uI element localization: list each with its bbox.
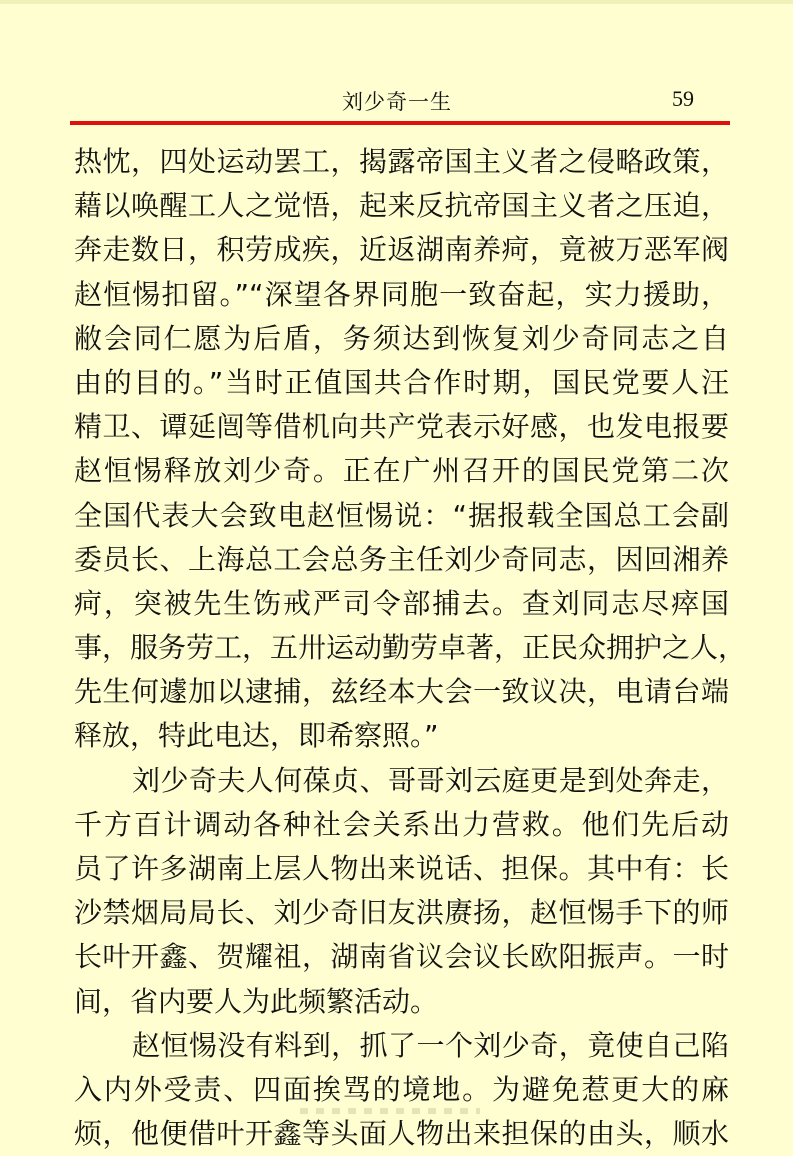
text-line: 全国代表大会致电赵恒惕说：“据报载全国总工会副 — [74, 498, 729, 532]
text-line: 赵恒惕扣留。”“深望各界同胞一致奋起，实力援助， — [74, 277, 729, 311]
text-line: 热忱，四处运动罢工，揭露帝国主义者之侵略政策， — [74, 145, 729, 178]
text-line: 入内外受责、四面挨骂的境地。为避免惹更大的麻 — [74, 1072, 729, 1106]
text-line: 委员长、上海总工会总务主任刘少奇同志，因回湘养 — [74, 542, 729, 576]
text-line: 敝会同仁愿为后盾，务须达到恢复刘少奇同志之自 — [74, 321, 729, 355]
text-line-paragraph-end: 释放，特此电达，即希察照。” — [74, 719, 439, 753]
text-line: 事，服务劳工，五卅运动勤劳卓著，正民众拥护之人， — [74, 631, 747, 665]
text-line: 赵恒惕释放刘少奇。正在广州召开的国民党第二次 — [74, 454, 729, 488]
text-line: 员了许多湖南上层人物出来说话、担保。其中有：长 — [74, 852, 729, 885]
text-line: 千方百计调动各种社会关系出力营救。他们先后动 — [74, 807, 729, 841]
footer-smudge — [300, 1108, 480, 1114]
page-top-edge — [0, 0, 793, 4]
text-line: 烦，他便借叶开鑫等头面人物出来担保的由头，顺水 — [74, 1117, 729, 1151]
text-line: 疴，突被先生饬戒严司令部捕去。查刘同志尽瘁国 — [74, 586, 729, 620]
body-text — [74, 140, 747, 1156]
running-title: 刘少奇一生 — [342, 90, 452, 114]
page-number: 59 — [672, 86, 694, 111]
header-rule — [70, 121, 730, 125]
text-line: 沙禁烟局局长、刘少奇旧友洪赓扬，赵恒惕手下的师 — [74, 896, 729, 930]
text-line: 藉以唤醒工人之觉悟，起来反抗帝国主义者之压迫， — [74, 189, 729, 223]
text-line-paragraph-end: 间，省内要人为此频繁活动。 — [74, 984, 439, 1018]
text-line: 奔走数日，积劳成疾，近返湖南养疴，竟被万恶军阀 — [74, 233, 729, 267]
text-line: 先生何遽加以逮捕，兹经本大会一致议决，电请台端 — [74, 675, 729, 709]
text-line: 长叶开鑫、贺耀祖，湖南省议会议长欧阳振声。一时 — [74, 940, 729, 974]
text-line: 精卫、谭延闿等借机向共产党表示好感，也发电报要 — [74, 410, 729, 444]
text-line-paragraph-start: 刘少奇夫人何葆贞、哥哥刘云庭更是到处奔走， — [132, 763, 729, 797]
text-line: 由的目的。”当时正值国共合作时期，国民党要人汪 — [74, 365, 729, 399]
page-header — [70, 86, 730, 122]
text-line-paragraph-start: 赵恒惕没有料到，抓了一个刘少奇，竟使自己陷 — [132, 1028, 729, 1062]
